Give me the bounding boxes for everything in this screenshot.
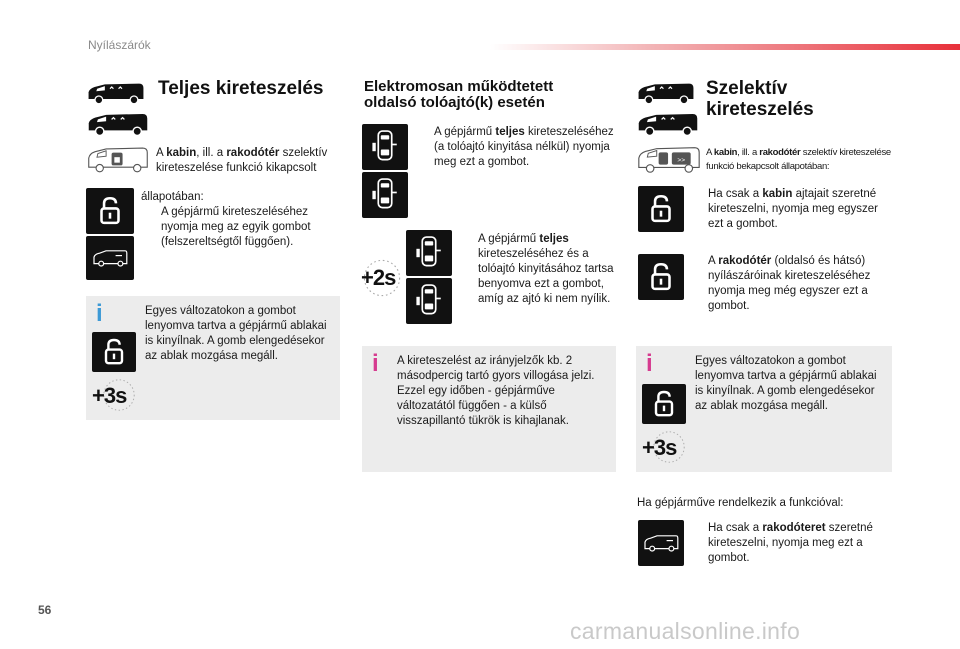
feature-label: Ha gépjárműve rendelkezik a funkcióval: [637,497,844,509]
unlock-icon [98,336,130,368]
van-selective-on-icon [636,144,702,174]
info-text: A kireteszelést az irányjelzők kb. 2 másodpercig tartó gyors villogása jelzi. Ezzel egy időben - gépjárműve változatától függően - a külső visszapillantó tükrök is kihajlanak. [397,355,595,427]
list-item: A gépjármű teljes kireteszeléséhez (a tolóajtó kinyitása nélkül) nyomja meg ezt a gombot. [418,125,614,170]
sliding-door-button-icon [406,230,452,276]
van-icon [86,80,146,106]
hold-duration-badge: +2s [361,265,396,290]
unlock-button-icon [92,332,136,372]
section-title: Nyílászárók [88,38,151,52]
intro-text: A kabin, ill. a rakodótér szelektív kireteszelése funkció bekapcsolt állapotában: [706,147,891,172]
van-selective-off-icon [86,144,150,174]
bullet-icon [462,232,472,307]
header-accent-bar [490,44,960,50]
van-icon [636,112,700,136]
van-line-icon [641,530,681,556]
section-heading: Teljes kireteszelés [158,78,324,99]
van-line-icon [90,245,130,271]
page-number: 56 [38,603,52,617]
car-top-view-icon [368,126,402,168]
bullet-icon [692,187,702,232]
watermark: carmanualsonline.info [570,618,801,644]
sliding-door-button-icon [406,278,452,324]
list-item: Ha csak a rakodóteret szeretné kireteszelni, nyomja meg ezt a gombot. [692,521,892,566]
hold-duration-badge: +3s [642,435,677,460]
state-label: állapotában: [141,191,204,203]
unlock-icon [648,388,680,420]
unlock-icon [644,192,678,226]
bullet-icon [692,254,702,314]
intro-text: A kabin, ill. a rakodótér szelektív kireteszelése funkció kikapcsolt [156,147,328,174]
car-top-view-icon [412,280,446,322]
info-text: Egyes változatokon a gombot lenyomva tartva a gépjármű ablakai is kinyílnak. A gomb elengedésekor az ablak mozgása megáll. [695,355,877,412]
list-item: A gépjármű kireteszeléséhez nyomja meg az egyik gombot (felszereltségtől függően). [145,205,341,250]
bullet-icon [418,125,428,170]
unlock-button-icon [638,254,684,300]
sliding-door-button-icon [362,172,408,218]
cargo-unlock-button-icon [638,520,684,566]
section-heading: Szelektív kireteszelés [706,78,814,120]
van-icon [86,112,150,136]
unlock-icon [644,260,678,294]
bullet-icon [692,521,702,566]
bullet-icon [145,205,155,250]
list-item: A rakodótér (oldalsó és hátsó) nyílászáróinak kireteszeléséhez nyomja meg még egyszer ezt a gombot. [692,254,892,314]
hold-duration-badge: +3s [92,383,127,408]
sliding-door-button-icon [362,124,408,170]
van-icon [636,80,696,106]
car-top-view-icon [368,174,402,216]
section-heading: Elektromosan működtetett oldalsó tolóajtó(k) esetén [364,78,554,111]
unlock-button-icon [642,384,686,424]
unlock-button-icon [86,188,134,234]
list-item: Ha csak a kabin ajtajait szeretné kireteszelni, nyomja meg egyszer ezt a gombot. [692,187,892,232]
info-icon: i [96,300,103,327]
info-text: Egyes változatokon a gombot lenyomva tartva a gépjármű ablakai is kinyílnak. A gomb elengedésekor az ablak mozgása megáll. [145,305,327,362]
car-top-view-icon [412,232,446,274]
cargo-unlock-button-icon [86,236,134,280]
info-icon: i [372,350,379,377]
info-icon: i [646,350,653,377]
list-item: A gépjármű teljes kireteszeléséhez és a tolóajtó kinyitásához tartsa benyomva ezt a gombot, amíg az ajtó ki nem nyílik. [462,232,614,307]
unlock-button-icon [638,186,684,232]
unlock-icon [93,194,127,228]
